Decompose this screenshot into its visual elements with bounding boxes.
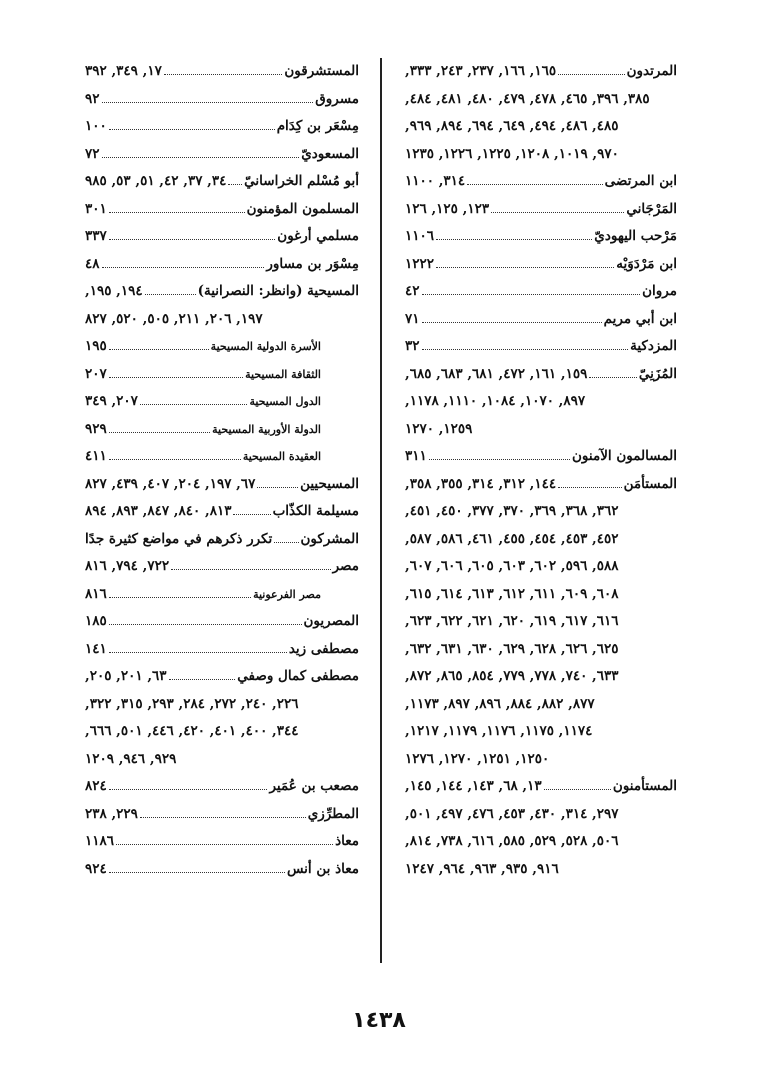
dot-leader	[109, 789, 268, 790]
index-term: المُزَنِيّ	[638, 365, 677, 382]
page-references: ٤٥٢, ٤٥٣, ٤٥٤, ٤٥٥, ٤٦١, ٥٨٦, ٥٨٧,	[405, 530, 619, 547]
index-entry	[405, 113, 677, 141]
index-column-left	[85, 58, 359, 883]
index-term: المطرِّزي	[307, 805, 359, 822]
index-term: مسروق	[315, 90, 359, 107]
index-entry	[405, 196, 677, 224]
page-references: ٢٢٦, ٢٤٠, ٢٧٢, ٢٨٤, ٢٩٣, ٣١٥, ٣٢٢,	[85, 695, 299, 712]
index-term: مصطفى كمال وصفي	[237, 668, 359, 684]
dot-leader	[558, 74, 624, 75]
dot-leader	[140, 404, 248, 405]
index-term: مصر	[332, 558, 359, 574]
dot-leader	[429, 459, 570, 460]
dot-leader	[109, 349, 209, 350]
dot-leader	[436, 239, 592, 240]
page-references: ١٧, ٣٤٩, ٣٩٢	[85, 63, 162, 79]
index-term: مسيلمة الكذّاب	[272, 503, 359, 519]
page-references: ١١٠٦	[405, 228, 435, 244]
dot-leader	[558, 487, 621, 488]
dot-leader	[109, 459, 241, 460]
page-references: ٤٨	[85, 255, 100, 272]
index-entry	[405, 636, 677, 664]
index-term: مِسْوَر بن مساور	[266, 255, 359, 272]
page-references: ٣٤, ٣٧, ٤٢, ٥١, ٥٣, ٩٨٥	[85, 173, 227, 189]
dot-leader	[228, 184, 242, 185]
page-references: ٦٢٥, ٦٢٦, ٦٢٨, ٦٢٩, ٦٣٠, ٦٣١, ٦٣٢,	[405, 640, 619, 657]
dot-leader	[109, 597, 251, 598]
index-entry	[405, 498, 677, 526]
page-references: ٦٠٨, ٦٠٩, ٦١١, ٦١٢, ٦١٣, ٦١٤, ٦١٥,	[405, 585, 619, 602]
page-references: ١٤١	[85, 640, 107, 657]
page-references: ١٦٥, ١٦٦, ٢٣٧, ٢٤٣, ٣٣٣,	[405, 63, 557, 79]
page-references: ١١٧٤, ١١٧٥, ١١٧٦, ١١٧٩, ١٢١٧,	[405, 723, 593, 739]
index-entry	[405, 251, 677, 279]
page-references: ٣٤٤, ٤٠٠, ٤٠١, ٤٢٠, ٤٤٦, ٥٠١, ٦٦٦,	[85, 723, 299, 739]
page-references: ٩٢	[85, 90, 100, 107]
index-term: مسلمي أرغون	[277, 228, 359, 244]
index-entry	[85, 361, 359, 389]
page-references: ١٩٧, ٢٠٦, ٢١١, ٥٠٥, ٥٢٠, ٨٢٧	[85, 310, 263, 327]
dot-leader	[109, 377, 243, 378]
index-term: العقيدة المسيحية	[242, 450, 321, 463]
index-entry	[85, 443, 359, 471]
index-entry	[405, 168, 677, 196]
index-term: مصعب بن عُمَير	[269, 778, 359, 794]
index-term: المسالمون الآمنون	[572, 448, 677, 464]
page-references: ٣٣٧	[85, 228, 107, 244]
page-references: ٤١١	[85, 448, 107, 464]
index-term: الدولة الأوربية المسيحية	[212, 422, 321, 436]
page-references: ٨١٦	[85, 585, 107, 602]
page-references: ١٢٢٢	[405, 255, 435, 272]
index-entry	[85, 663, 359, 691]
index-entry	[405, 306, 677, 334]
page-references: ٦١٦, ٦١٧, ٦١٩, ٦٢٠, ٦٢١, ٦٢٢, ٦٢٣,	[405, 613, 619, 629]
index-term: الثقافة المسيحية	[245, 367, 321, 381]
index-entry	[85, 58, 359, 86]
page-references: ١٢٣, ١٢٥, ١٢٦	[405, 200, 490, 217]
index-entry	[85, 86, 359, 114]
index-entry	[85, 746, 359, 774]
page-references: ١٥٩, ١٦١, ٤٧٢, ٦٨١, ٦٨٣, ٦٨٥,	[405, 365, 588, 382]
dot-leader	[109, 872, 285, 873]
page-references: ٧٢٢, ٧٩٤, ٨١٦	[85, 558, 170, 574]
index-entry	[85, 718, 359, 746]
dot-leader	[109, 239, 276, 240]
index-term: ابن المرتضى	[604, 173, 677, 189]
page-references: ٣١٤, ١١٠٠	[405, 173, 466, 189]
page-references: ٣٠١	[85, 200, 107, 217]
index-entry	[85, 251, 359, 279]
index-term: ابن أبي مريم	[603, 310, 677, 327]
dot-leader	[109, 624, 302, 625]
index-entry	[85, 636, 359, 664]
index-entry	[85, 388, 359, 416]
index-term: المسلمون المؤمنون	[246, 200, 359, 217]
index-entry	[405, 746, 677, 774]
page-references: ٩٢٩	[85, 420, 107, 437]
index-entry	[405, 443, 677, 471]
index-entry	[405, 691, 677, 719]
index-term: المستأمنون	[612, 778, 677, 794]
page-references: ٤٢	[405, 283, 420, 299]
dot-leader	[274, 542, 298, 543]
page-references: ١٢٥٠, ١٢٥١, ١٢٧٠, ١٢٧٦	[405, 750, 550, 767]
dot-leader	[169, 679, 236, 680]
index-entry	[405, 388, 677, 416]
page-references: ٦٣, ٢٠١, ٢٠٥,	[85, 668, 167, 684]
index-entry	[85, 801, 359, 829]
page-references: ١٨٥	[85, 613, 107, 629]
index-term: مروان	[642, 283, 677, 299]
page-references: ١٤٤, ٣١٢, ٣١٤, ٣٥٥, ٣٥٨,	[405, 475, 557, 492]
index-term: الدول المسيحية	[249, 395, 321, 408]
index-entry	[405, 58, 677, 86]
index-term: المصريون	[303, 613, 359, 629]
index-entry	[85, 196, 359, 224]
dot-leader	[164, 74, 283, 75]
dot-leader	[257, 487, 298, 488]
index-entry	[405, 86, 677, 114]
index-column-right	[405, 58, 677, 883]
index-entry	[85, 471, 359, 499]
page-references: ٨٢٤	[85, 778, 107, 794]
page-references: ١٩٥	[85, 338, 107, 354]
dot-leader	[109, 432, 210, 433]
dot-leader	[233, 514, 270, 515]
index-entry	[85, 691, 359, 719]
page-references: ٤٨٥, ٤٨٦, ٤٩٤, ٦٤٩, ٦٩٤, ٨٩٤, ٩٦٩,	[405, 118, 619, 134]
page-references: ٧١	[405, 310, 420, 327]
page-references: ١١٨٦	[85, 833, 115, 849]
page-references: ٥٨٨, ٥٩٦, ٦٠٢, ٦٠٣, ٦٠٥, ٦٠٦, ٦٠٧,	[405, 558, 619, 574]
dot-leader	[102, 102, 314, 103]
index-term: مِسْعَر بن كِدَام	[276, 118, 359, 134]
index-entry	[405, 553, 677, 581]
page-references: ١٠٠	[85, 118, 107, 134]
page-references: ١٣, ٦٨, ١٤٣, ١٤٤, ١٤٥,	[405, 778, 542, 794]
page-references: تكرر ذكرهم في مواضع كثيرة جدًا	[85, 530, 273, 547]
index-term: المزدكية	[630, 338, 677, 354]
index-entry	[85, 856, 359, 884]
index-entry	[85, 306, 359, 334]
page-references: ٣٦٢, ٣٦٨, ٣٦٩, ٣٧٠, ٣٧٧, ٤٥٠, ٤٥١,	[405, 503, 619, 519]
page-references: ٨١٣, ٨٤٠, ٨٤٧, ٨٩٣, ٨٩٤	[85, 503, 232, 519]
page-references: ٩٢٩, ٩٤٦, ١٢٠٩	[85, 750, 177, 767]
page-references: ١٢٥٩, ١٢٧٠	[405, 420, 473, 437]
dot-leader	[109, 212, 245, 213]
index-entry	[405, 663, 677, 691]
index-entry	[405, 471, 677, 499]
page-references: ٦٣٣, ٧٤٠, ٧٧٨, ٧٧٩, ٨٥٤, ٨٦٥, ٨٧٢,	[405, 668, 619, 684]
page-number: ١٤٣٨	[352, 1008, 406, 1033]
index-entry	[85, 168, 359, 196]
index-entry	[85, 828, 359, 856]
dot-leader	[544, 789, 611, 790]
index-entry	[405, 141, 677, 169]
index-term: مصطفى زيد	[288, 640, 359, 657]
index-entry	[85, 141, 359, 169]
dot-leader	[102, 157, 300, 158]
index-term: المسيحية (وانظر: النصرانية)	[197, 283, 359, 299]
dot-leader	[116, 844, 333, 845]
index-entry	[405, 278, 677, 306]
index-entry	[405, 526, 677, 554]
index-entry	[85, 333, 359, 361]
dot-leader	[109, 652, 287, 653]
page-references: ٧٢	[85, 145, 100, 162]
page-references: ٢٠٧, ٣٤٩	[85, 393, 138, 409]
page-references: ٢٠٧	[85, 365, 107, 382]
index-entry	[85, 498, 359, 526]
index-entry	[405, 773, 677, 801]
page-references: ٩١٦, ٩٣٥, ٩٦٣, ٩٦٤, ١٢٤٧	[405, 860, 559, 877]
page-references: ٨٧٧, ٨٨٢, ٨٨٤, ٨٩٦, ٨٩٧, ١١٧٣,	[405, 695, 595, 712]
index-entry	[85, 773, 359, 801]
index-term: الأسرة الدولية المسيحية	[210, 340, 321, 353]
page-references: ٢٩٧, ٣١٤, ٤٣٠, ٤٥٣, ٤٧٦, ٤٩٧, ٥٠١,	[405, 805, 619, 822]
page-references: ٩٧٠, ١٠١٩, ١٢٠٨, ١٢٢٥, ١٢٢٦, ١٢٣٥	[405, 145, 619, 162]
index-entry	[405, 801, 677, 829]
index-term: مصر الفرعونية	[253, 587, 321, 601]
index-term: ابن مَرْدَوَيْه	[616, 255, 677, 272]
dot-leader	[102, 267, 265, 268]
index-entry	[405, 828, 677, 856]
dot-leader	[467, 184, 602, 185]
index-entry	[85, 553, 359, 581]
index-entry	[405, 608, 677, 636]
dot-leader	[491, 212, 624, 213]
index-term: أبو مُسْلم الخراسانيّ	[244, 173, 359, 189]
index-term: المسعوديّ	[301, 145, 359, 162]
index-entry	[85, 581, 359, 609]
index-entry	[405, 333, 677, 361]
index-entry	[405, 856, 677, 884]
index-entry	[405, 718, 677, 746]
index-term: المستأمَن	[623, 475, 677, 492]
dot-leader	[422, 349, 629, 350]
index-term: معاذ	[335, 833, 359, 849]
index-term: المشركون	[300, 530, 359, 547]
page-references: ١٩٤, ١٩٥,	[85, 283, 143, 299]
page-references: ٣١١	[405, 448, 427, 464]
page-references: ٢٢٩, ٢٣٨	[85, 805, 138, 822]
page-references: ٣٢	[405, 338, 420, 354]
index-entry	[85, 223, 359, 251]
index-entry	[85, 526, 359, 554]
page-references: ٩٢٤	[85, 860, 107, 877]
index-term: معاذ بن أنس	[286, 860, 359, 877]
dot-leader	[140, 817, 306, 818]
index-entry	[85, 113, 359, 141]
index-entry	[405, 223, 677, 251]
index-entry	[85, 608, 359, 636]
page-references: ٦٧, ١٩٧, ٢٠٤, ٤٠٧, ٤٣٩, ٨٢٧	[85, 475, 256, 492]
dot-leader	[436, 267, 614, 268]
index-entry	[405, 361, 677, 389]
index-entry	[405, 581, 677, 609]
index-term: مَرْحب اليهوديّ	[594, 228, 677, 244]
index-term: المسيحيين	[300, 475, 359, 492]
index-entry	[85, 278, 359, 306]
column-divider	[380, 58, 382, 963]
dot-leader	[422, 294, 641, 295]
dot-leader	[109, 129, 275, 130]
dot-leader	[171, 569, 331, 570]
index-entry	[405, 416, 677, 444]
page-references: ٣٨٥, ٣٩٦, ٤٦٥, ٤٧٨, ٤٧٩, ٤٨٠, ٤٨١, ٤٨٤,	[405, 90, 650, 107]
dot-leader	[589, 377, 637, 378]
dot-leader	[145, 294, 196, 295]
index-term: المرتدون	[626, 63, 677, 79]
dot-leader	[422, 322, 602, 323]
page-references: ٨٩٧, ١٠٧٠, ١٠٨٤, ١١١٠, ١١٧٨,	[405, 393, 586, 409]
page-references: ٥٠٦, ٥٢٨, ٥٢٩, ٥٨٥, ٦١٦, ٧٣٨, ٨١٤,	[405, 833, 619, 849]
index-term: المَرْجَاني	[626, 200, 677, 217]
index-term: المستشرقون	[284, 63, 359, 79]
index-entry	[85, 416, 359, 444]
